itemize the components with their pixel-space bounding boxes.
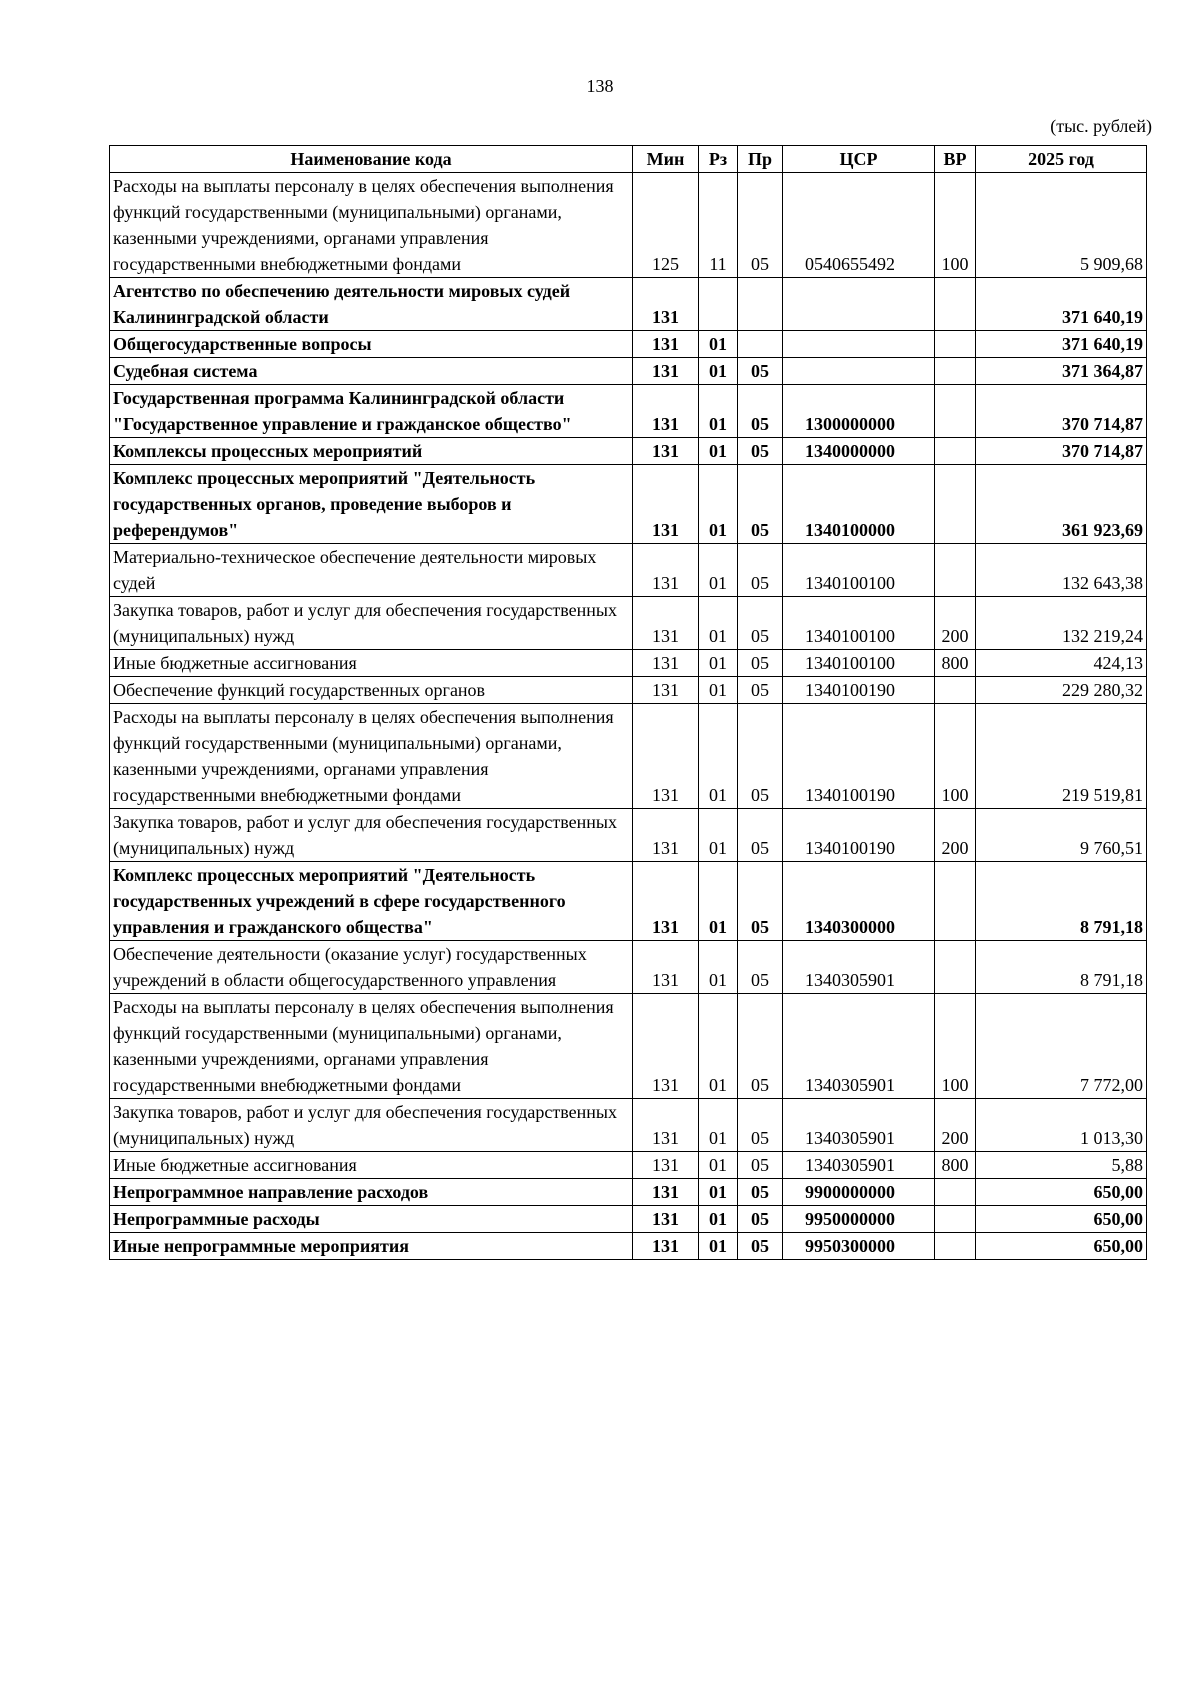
cell-csr: 1340305901	[783, 994, 935, 1099]
cell-name: Закупка товаров, работ и услуг для обеспечения государственных (муниципальных) нужд	[110, 809, 633, 862]
cell-pr: 05	[738, 465, 783, 544]
header-min: Мин	[633, 146, 699, 173]
cell-rz: 01	[699, 597, 738, 650]
cell-rz: 01	[699, 809, 738, 862]
cell-vr	[935, 862, 976, 941]
cell-value: 7 772,00	[976, 994, 1147, 1099]
table-row	[110, 465, 1147, 544]
cell-rz: 01	[699, 1179, 738, 1206]
cell-rz: 01	[699, 650, 738, 677]
cell-vr	[935, 465, 976, 544]
cell-value: 8 791,18	[976, 941, 1147, 994]
header-year: 2025 год	[976, 146, 1147, 173]
cell-value: 5 909,68	[976, 173, 1147, 278]
cell-name: Закупка товаров, работ и услуг для обеспечения государственных (муниципальных) нужд	[110, 597, 633, 650]
cell-vr: 200	[935, 597, 976, 650]
cell-csr: 1340100190	[783, 704, 935, 809]
cell-min: 131	[633, 650, 699, 677]
cell-vr: 100	[935, 994, 976, 1099]
cell-min: 131	[633, 809, 699, 862]
cell-vr	[935, 385, 976, 438]
cell-name: Расходы на выплаты персоналу в целях обеспечения выполнения функций государственными (муниципальными) органами, казенными учреждениями, органами управления государственными внебюджетными фондами	[110, 704, 633, 809]
cell-name: Комплексы процессных мероприятий	[110, 438, 633, 465]
cell-value: 650,00	[976, 1233, 1147, 1260]
cell-min: 131	[633, 465, 699, 544]
cell-rz: 01	[699, 1206, 738, 1233]
cell-min: 131	[633, 331, 699, 358]
cell-value: 1 013,30	[976, 1099, 1147, 1152]
cell-value: 229 280,32	[976, 677, 1147, 704]
header-name: Наименование кода	[110, 146, 633, 173]
table-row	[110, 704, 1147, 809]
cell-pr: 05	[738, 1099, 783, 1152]
table-body	[110, 173, 1147, 1260]
cell-pr	[738, 331, 783, 358]
budget-table	[109, 145, 1147, 1260]
cell-name: Агентство по обеспечению деятельности мировых судей Калининградской области	[110, 278, 633, 331]
cell-min: 131	[633, 385, 699, 438]
cell-rz: 01	[699, 331, 738, 358]
cell-csr: 1340305901	[783, 1099, 935, 1152]
cell-pr: 05	[738, 597, 783, 650]
table-row	[110, 994, 1147, 1099]
units-label: (тыс. рублей)	[1050, 116, 1152, 136]
cell-name: Иные бюджетные ассигнования	[110, 650, 633, 677]
cell-pr: 05	[738, 438, 783, 465]
cell-name: Иные непрограммные мероприятия	[110, 1233, 633, 1260]
cell-min: 131	[633, 1233, 699, 1260]
cell-rz: 01	[699, 677, 738, 704]
cell-min: 131	[633, 704, 699, 809]
cell-csr: 9950300000	[783, 1233, 935, 1260]
table-row	[110, 809, 1147, 862]
cell-pr: 05	[738, 1152, 783, 1179]
cell-csr	[783, 331, 935, 358]
cell-pr: 05	[738, 677, 783, 704]
cell-csr: 1300000000	[783, 385, 935, 438]
header-rz: Рз	[699, 146, 738, 173]
cell-csr: 1340000000	[783, 438, 935, 465]
cell-value: 371 640,19	[976, 331, 1147, 358]
cell-value: 370 714,87	[976, 438, 1147, 465]
cell-rz: 01	[699, 1152, 738, 1179]
cell-csr: 9950000000	[783, 1206, 935, 1233]
cell-vr	[935, 1179, 976, 1206]
cell-name: Расходы на выплаты персоналу в целях обеспечения выполнения функций государственными (муниципальными) органами, казенными учреждениями, органами управления государственными внебюджетными фондами	[110, 173, 633, 278]
cell-value: 8 791,18	[976, 862, 1147, 941]
cell-value: 371 364,87	[976, 358, 1147, 385]
cell-min: 131	[633, 1179, 699, 1206]
table-row	[110, 1206, 1147, 1233]
table-row	[110, 1099, 1147, 1152]
table-row	[110, 544, 1147, 597]
cell-pr: 05	[738, 650, 783, 677]
cell-name: Комплекс процессных мероприятий "Деятельность государственных учреждений в сфере государственного управления и гражданского общества"	[110, 862, 633, 941]
table-header-row	[110, 146, 1147, 173]
cell-pr: 05	[738, 862, 783, 941]
cell-min: 131	[633, 677, 699, 704]
cell-csr: 1340300000	[783, 862, 935, 941]
cell-rz: 01	[699, 438, 738, 465]
cell-csr: 1340100100	[783, 597, 935, 650]
table-row	[110, 650, 1147, 677]
table-row	[110, 677, 1147, 704]
cell-vr	[935, 331, 976, 358]
cell-pr: 05	[738, 173, 783, 278]
table-row	[110, 1152, 1147, 1179]
cell-min: 131	[633, 1152, 699, 1179]
cell-csr: 1340100000	[783, 465, 935, 544]
cell-value: 219 519,81	[976, 704, 1147, 809]
cell-value: 361 923,69	[976, 465, 1147, 544]
cell-vr: 800	[935, 1152, 976, 1179]
cell-rz: 01	[699, 704, 738, 809]
cell-pr: 05	[738, 358, 783, 385]
cell-min: 125	[633, 173, 699, 278]
cell-name: Обеспечение деятельности (оказание услуг) государственных учреждений в области общегосударственного управления	[110, 941, 633, 994]
cell-value: 371 640,19	[976, 278, 1147, 331]
cell-vr	[935, 1206, 976, 1233]
cell-rz: 01	[699, 994, 738, 1099]
cell-pr: 05	[738, 544, 783, 597]
cell-rz: 01	[699, 544, 738, 597]
cell-pr: 05	[738, 1233, 783, 1260]
cell-vr	[935, 358, 976, 385]
cell-min: 131	[633, 941, 699, 994]
cell-csr: 1340100190	[783, 809, 935, 862]
cell-name: Общегосударственные вопросы	[110, 331, 633, 358]
cell-name: Иные бюджетные ассигнования	[110, 1152, 633, 1179]
table-row	[110, 1233, 1147, 1260]
cell-vr	[935, 438, 976, 465]
cell-vr: 100	[935, 704, 976, 809]
cell-min: 131	[633, 358, 699, 385]
cell-rz: 01	[699, 385, 738, 438]
table-row	[110, 331, 1147, 358]
cell-value: 9 760,51	[976, 809, 1147, 862]
cell-vr	[935, 941, 976, 994]
cell-csr	[783, 278, 935, 331]
cell-name: Комплекс процессных мероприятий "Деятельность государственных органов, проведение выборов и референдумов"	[110, 465, 633, 544]
cell-rz	[699, 278, 738, 331]
cell-csr: 1340100100	[783, 544, 935, 597]
cell-name: Закупка товаров, работ и услуг для обеспечения государственных (муниципальных) нужд	[110, 1099, 633, 1152]
cell-rz: 01	[699, 862, 738, 941]
header-pr: Пр	[738, 146, 783, 173]
cell-rz: 01	[699, 465, 738, 544]
cell-min: 131	[633, 1099, 699, 1152]
cell-csr	[783, 358, 935, 385]
cell-csr: 9900000000	[783, 1179, 935, 1206]
cell-csr: 0540655492	[783, 173, 935, 278]
cell-value: 132 219,24	[976, 597, 1147, 650]
cell-rz: 11	[699, 173, 738, 278]
cell-value: 424,13	[976, 650, 1147, 677]
cell-rz: 01	[699, 358, 738, 385]
cell-rz: 01	[699, 1233, 738, 1260]
cell-vr: 200	[935, 1099, 976, 1152]
cell-pr: 05	[738, 994, 783, 1099]
cell-pr: 05	[738, 385, 783, 438]
table-row	[110, 941, 1147, 994]
table-row	[110, 438, 1147, 465]
cell-min: 131	[633, 544, 699, 597]
cell-value: 650,00	[976, 1179, 1147, 1206]
cell-csr: 1340100190	[783, 677, 935, 704]
cell-name: Обеспечение функций государственных органов	[110, 677, 633, 704]
cell-vr: 800	[935, 650, 976, 677]
header-vr: ВР	[935, 146, 976, 173]
cell-name: Непрограммное направление расходов	[110, 1179, 633, 1206]
cell-value: 132 643,38	[976, 544, 1147, 597]
cell-vr	[935, 278, 976, 331]
cell-rz: 01	[699, 941, 738, 994]
cell-vr	[935, 677, 976, 704]
cell-pr	[738, 278, 783, 331]
table-row	[110, 173, 1147, 278]
cell-csr: 1340100100	[783, 650, 935, 677]
cell-min: 131	[633, 278, 699, 331]
cell-name: Судебная система	[110, 358, 633, 385]
table-row	[110, 862, 1147, 941]
header-csr: ЦСР	[783, 146, 935, 173]
cell-vr: 200	[935, 809, 976, 862]
cell-csr: 1340305901	[783, 941, 935, 994]
page-number: 138	[586, 76, 614, 96]
cell-vr	[935, 544, 976, 597]
cell-min: 131	[633, 1206, 699, 1233]
cell-vr	[935, 1233, 976, 1260]
cell-min: 131	[633, 994, 699, 1099]
table-row	[110, 1179, 1147, 1206]
cell-min: 131	[633, 597, 699, 650]
cell-csr: 1340305901	[783, 1152, 935, 1179]
cell-pr: 05	[738, 941, 783, 994]
cell-name: Материально-техническое обеспечение деятельности мировых судей	[110, 544, 633, 597]
cell-value: 5,88	[976, 1152, 1147, 1179]
table-row	[110, 597, 1147, 650]
cell-min: 131	[633, 862, 699, 941]
cell-rz: 01	[699, 1099, 738, 1152]
cell-pr: 05	[738, 1206, 783, 1233]
cell-min: 131	[633, 438, 699, 465]
cell-value: 370 714,87	[976, 385, 1147, 438]
cell-pr: 05	[738, 809, 783, 862]
cell-pr: 05	[738, 1179, 783, 1206]
cell-name: Расходы на выплаты персоналу в целях обеспечения выполнения функций государственными (муниципальными) органами, казенными учреждениями, органами управления государственными внебюджетными фондами	[110, 994, 633, 1099]
cell-vr: 100	[935, 173, 976, 278]
table-row	[110, 358, 1147, 385]
table-row	[110, 278, 1147, 331]
cell-name: Непрограммные расходы	[110, 1206, 633, 1233]
cell-value: 650,00	[976, 1206, 1147, 1233]
cell-pr: 05	[738, 704, 783, 809]
cell-name: Государственная программа Калининградской области "Государственное управление и гражданское общество"	[110, 385, 633, 438]
table-row	[110, 385, 1147, 438]
